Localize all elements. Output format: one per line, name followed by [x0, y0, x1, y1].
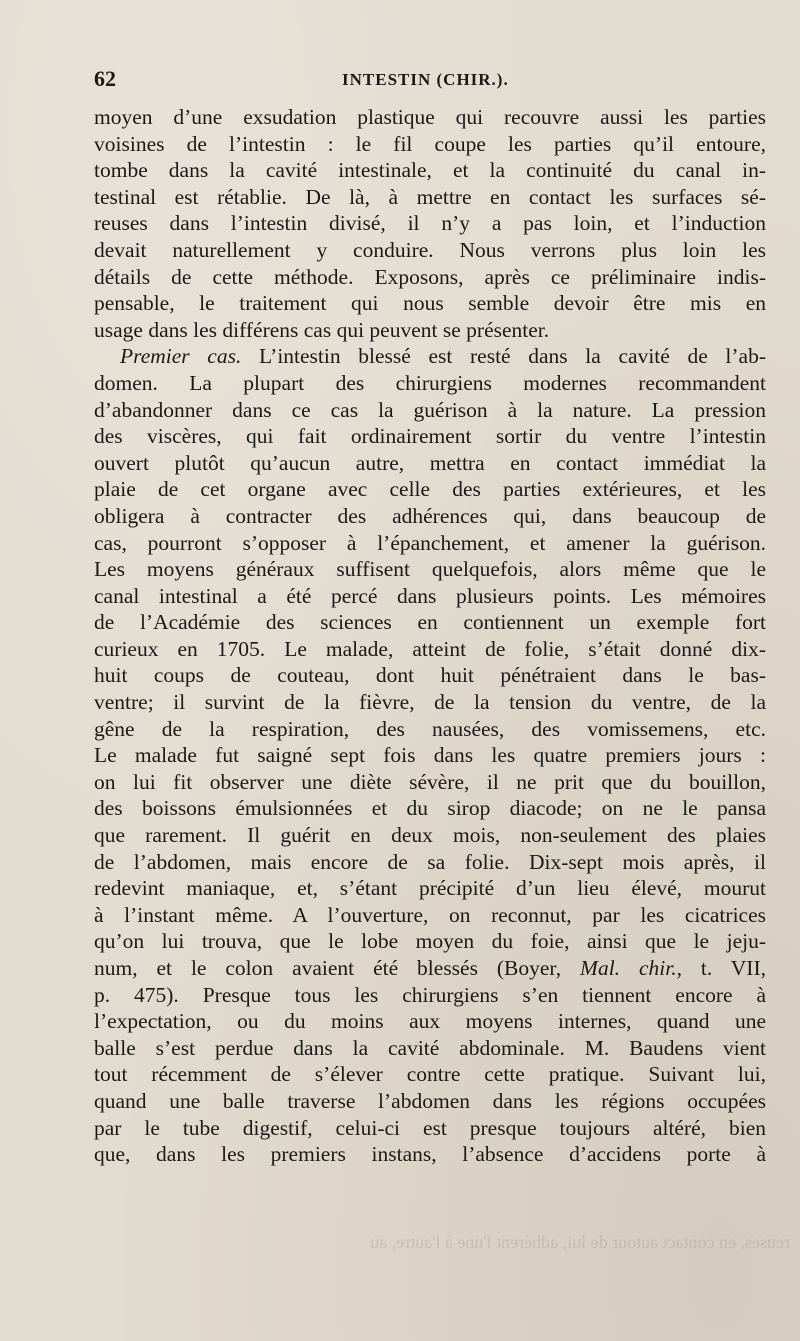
- text-line: curieux en 1705. Le malade, atteint de folie, s’était donné dix-: [94, 636, 766, 661]
- text-fragment: L’intestin blessé est resté dans la cavité de l’ab-: [259, 344, 766, 369]
- text-line: gêne de la respiration, des nausées, des vomissemens, etc.: [94, 716, 766, 741]
- text-line: des boissons émulsionnées et du sirop diacode; on ne le pansa: [94, 796, 766, 821]
- text-line: ouvert plutôt qu’aucun autre, mettra en contact immédiat la: [94, 450, 766, 475]
- text-line: Les moyens généraux suffisent quelquefois, alors même que le: [94, 557, 766, 582]
- text-line: cas, pourront s’opposer à l’épanchement, et amener la guérison.: [94, 530, 766, 555]
- text-line: reuses dans l’intestin divisé, il n’y a pas loin, et l’induction: [94, 211, 766, 236]
- text-line: d’abandonner dans ce cas la guérison à la nature. La pression: [94, 397, 766, 422]
- text-line: détails de cette méthode. Exposons, après ce préliminaire indis-: [94, 264, 766, 289]
- text-line: que, dans les premiers instans, l’absence d’accidens porte à: [94, 1142, 766, 1167]
- text-line-with-reference: [94, 955, 766, 982]
- text-fragment: Presque tous les chirurgiens s’en tiennent encore à: [202, 982, 766, 1007]
- text-line: plaie de cet organe avec celle des parties extérieures, et les: [94, 477, 766, 502]
- text-line: tout récemment de s’élever contre cette pratique. Suivant lui,: [94, 1062, 766, 1087]
- text-line: ventre; il survint de la fièvre, de la tension du ventre, de la: [94, 690, 766, 715]
- bleed-through-text: reuses, en contact autour de lui, adhérent l'une à l'autre, au: [370, 1232, 790, 1252]
- text-line: usage dans les différens cas qui peuvent se présenter.: [94, 317, 550, 342]
- text-line: voisines de l’intestin : le fil coupe les parties qu’il entoure,: [94, 131, 766, 156]
- running-head: INTESTIN (CHIR.).: [342, 70, 509, 89]
- text-line: pensable, le traitement qui nous semble devoir être mis en: [94, 291, 766, 316]
- page-header: [94, 66, 766, 102]
- text-line: domen. La plupart des chirurgiens modernes recommandent: [94, 370, 766, 395]
- text-line: balle s’est perdue dans la cavité abdominale. M. Baudens vient: [94, 1035, 766, 1060]
- text-line: Le malade fut saigné sept fois dans les quatre premiers jours :: [94, 743, 766, 768]
- text-line: on lui fit observer une diète sévère, il ne prit que du bouillon,: [94, 769, 766, 794]
- text-line: qu’on lui trouva, que le lobe moyen du foie, ainsi que le jeju-: [94, 929, 766, 954]
- paragraph-first-line: [94, 343, 766, 370]
- reference-italic: Mal. chir.: [580, 956, 677, 980]
- text-line: obligera à contracter des adhérences qui, dans beaucoup de: [94, 503, 766, 528]
- text-line: huit coups de couteau, dont huit pénétraient dans le bas-: [94, 663, 766, 688]
- reference-tail: , t. VII,: [676, 956, 766, 980]
- text-fragment: num, et le colon avaient été blessés (Boyer,: [94, 956, 562, 980]
- text-line: à l’instant même. A l’ouverture, on reconnut, par les cicatrices: [94, 902, 766, 927]
- text-line: de l’Académie des sciences en contiennent un exemple fort: [94, 610, 766, 635]
- text-line: tombe dans la cavité intestinale, et la continuité du canal in-: [94, 158, 766, 183]
- text-line: des viscères, qui fait ordinairement sortir du ventre l’intestin: [94, 424, 766, 449]
- text-line: testinal est rétablie. De là, à mettre en contact les surfaces sé-: [94, 184, 766, 209]
- text-line: l’expectation, ou du moins aux moyens internes, quand une: [94, 1009, 766, 1034]
- text-line: devait naturellement y conduire. Nous verrons plus loin les: [94, 237, 766, 262]
- page-number: 62: [94, 66, 116, 91]
- text-line: de l’abdomen, mais encore de sa folie. Dix-sept mois après, il: [94, 849, 766, 874]
- text-line: que rarement. Il guérit en deux mois, non-seulement des plaies: [94, 823, 766, 848]
- text-line-with-reference: [94, 982, 766, 1009]
- text-line: quand une balle traverse l’abdomen dans les régions occupées: [94, 1088, 766, 1113]
- body-text: [94, 104, 766, 1168]
- text-line: canal intestinal a été percé dans plusieurs points. Les mémoires: [94, 583, 766, 608]
- reference-page: p. 475).: [94, 982, 179, 1007]
- text-line: redevint maniaque, et, s’étant précipité d’un lieu élevé, mourut: [94, 876, 766, 901]
- text-line: moyen d’une exsudation plastique qui recouvre aussi les parties: [94, 105, 766, 129]
- section-label-premier-cas: Premier cas.: [120, 344, 242, 369]
- text-line: par le tube digestif, celui-ci est presque toujours altéré, bien: [94, 1115, 766, 1140]
